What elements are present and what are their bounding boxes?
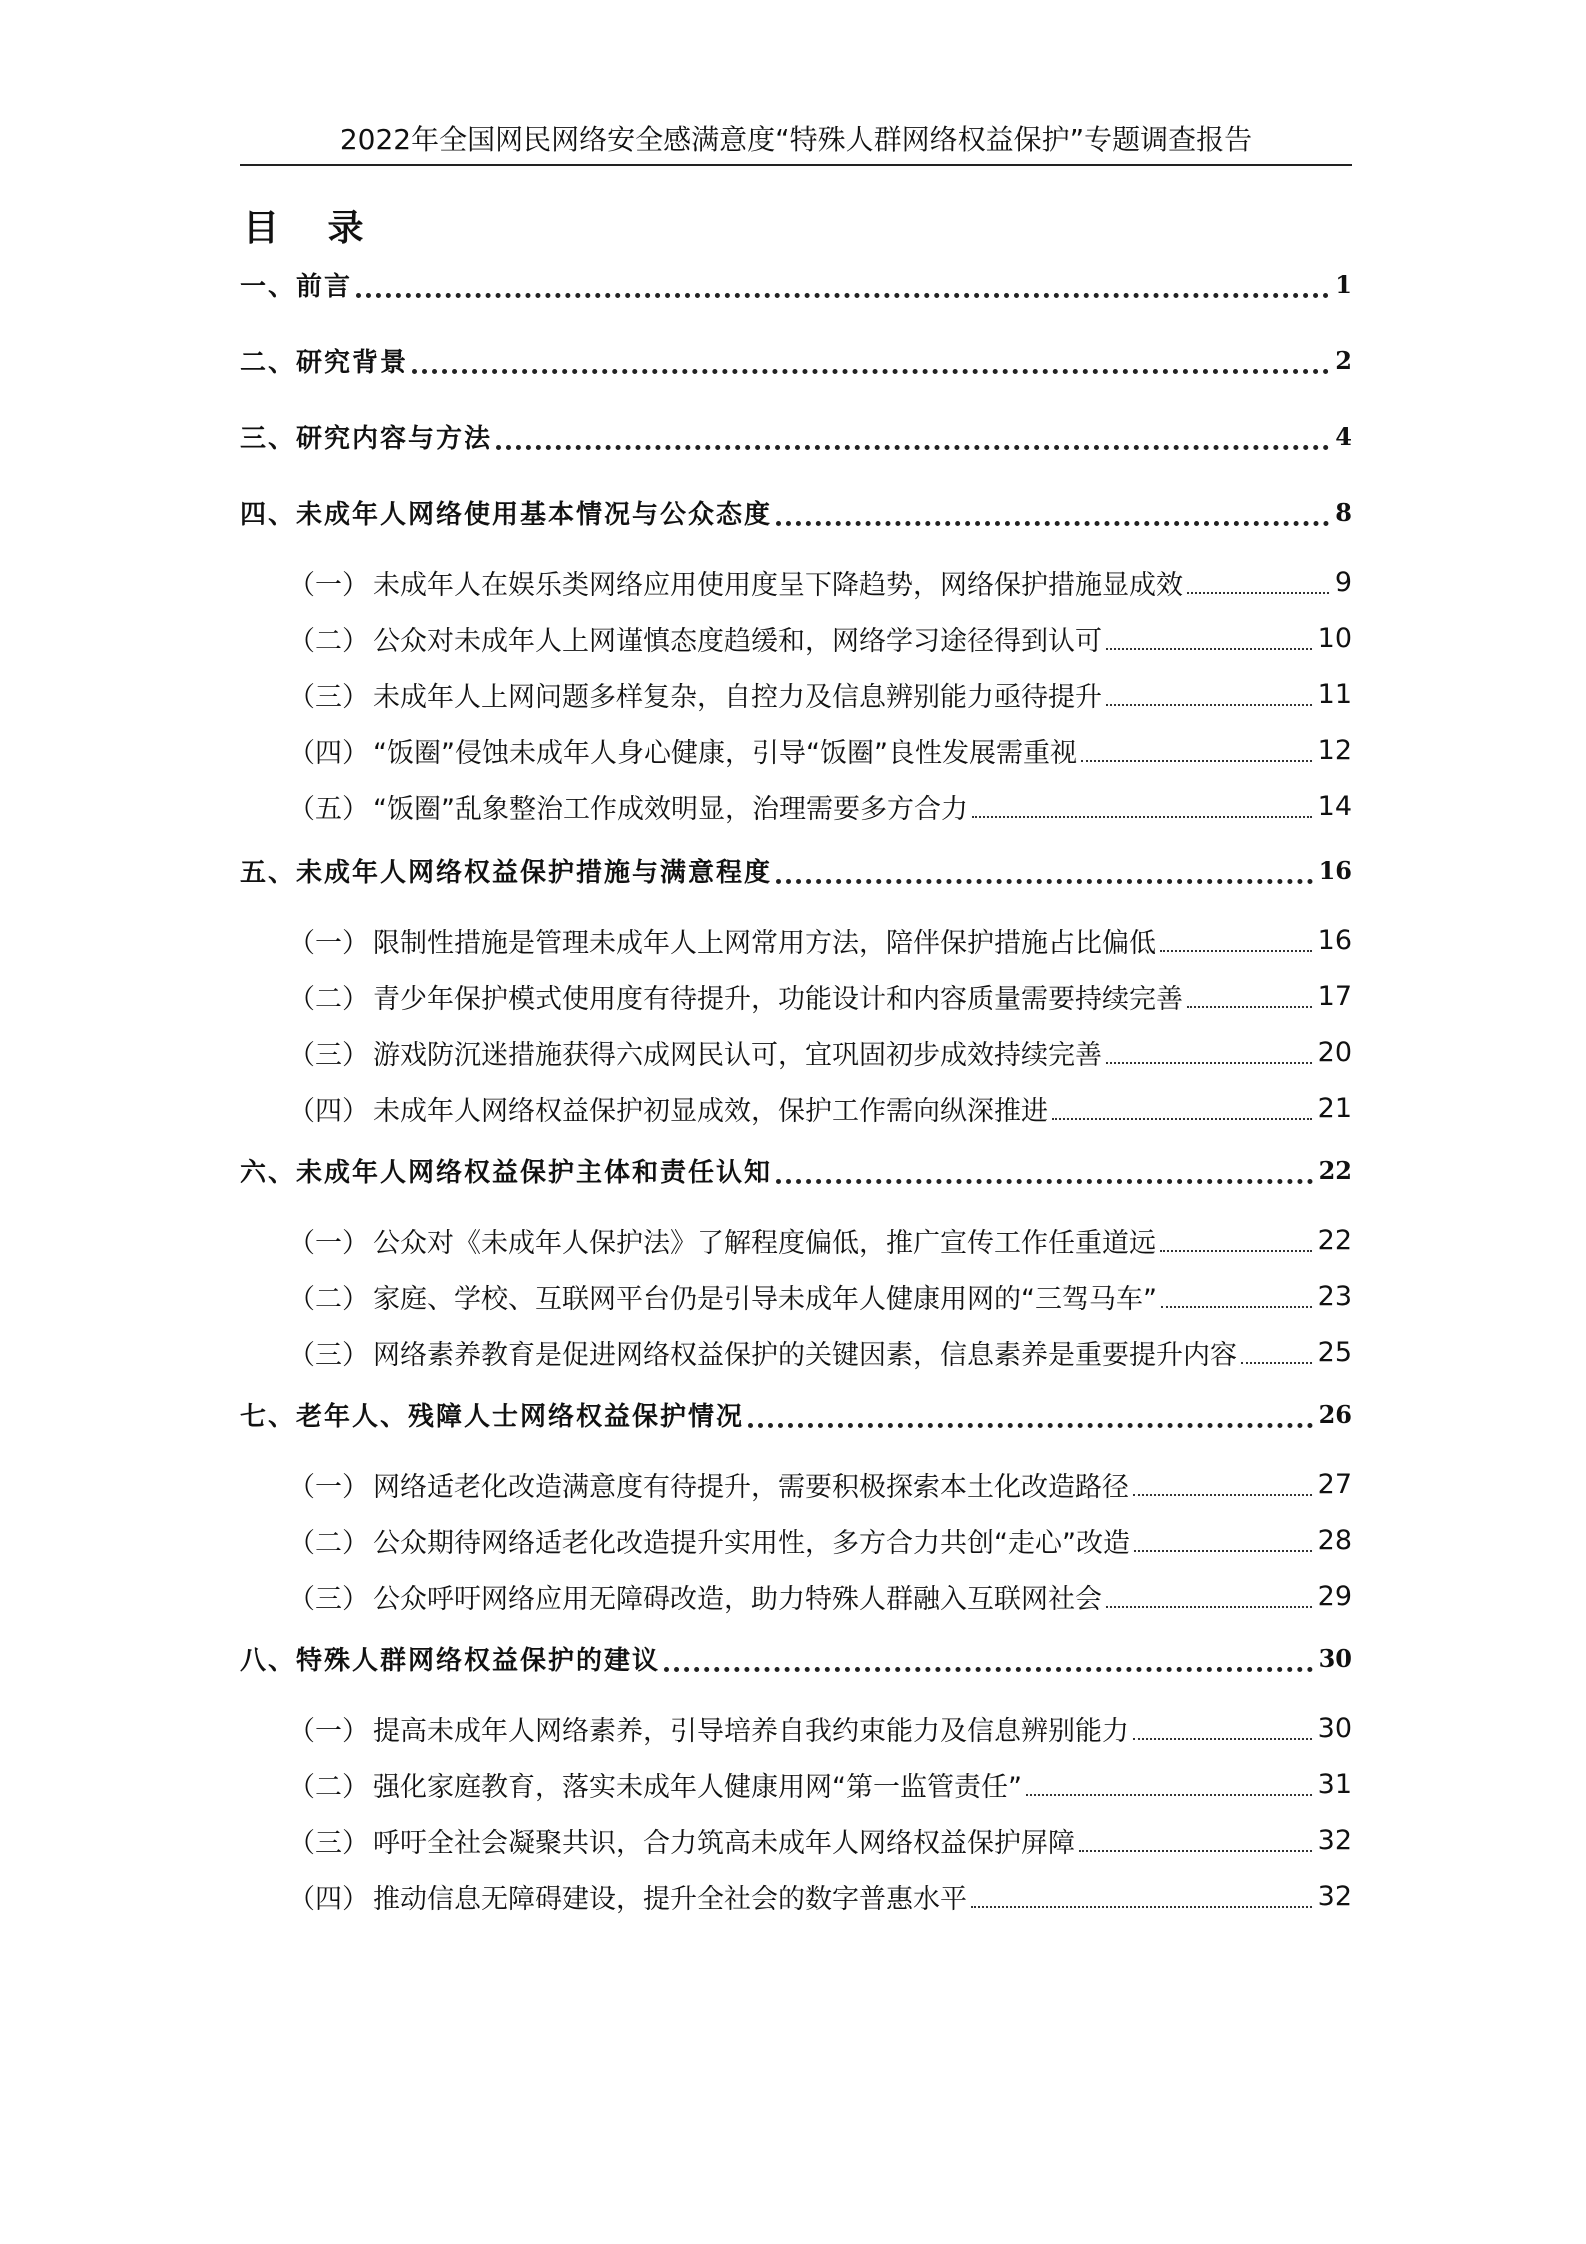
toc-subentry-page: 11 [1317, 678, 1352, 710]
toc-subentry-page: 27 [1317, 1468, 1352, 1500]
dot-leader [412, 359, 1329, 374]
toc-entry-label: 二、研究背景 [240, 347, 409, 378]
toc-subentry-page: 21 [1317, 1092, 1352, 1124]
dot-leader [972, 806, 1312, 818]
toc-subentry-number: （四） [288, 737, 369, 769]
toc-subentry-label: 限制性措施是管理未成年人上网常用方法，陪伴保护措施占比偏低 [373, 927, 1156, 959]
toc-subentry-page: 17 [1317, 980, 1352, 1012]
dot-leader [1160, 940, 1312, 952]
toc-entry-page: 26 [1318, 1399, 1352, 1429]
toc-subentry[interactable] [288, 728, 1352, 772]
toc-subentry-label: 青少年保护模式使用度有待提升，功能设计和内容质量需要持续完善 [373, 983, 1183, 1015]
toc-subentry[interactable] [288, 560, 1352, 604]
toc-entry-label: 一、前言 [240, 271, 353, 302]
toc-subentry-label: 公众期待网络适老化改造提升实用性，多方合力共创“走心”改造 [373, 1527, 1130, 1559]
toc-subentry-number: （一） [288, 1715, 369, 1747]
toc-entry-page: 8 [1335, 497, 1352, 527]
toc-subentry-label: 未成年人在娱乐类网络应用使用度呈下降趋势，网络保护措施显成效 [373, 569, 1183, 601]
toc-subentry-label: 呼吁全社会凝聚共识，合力筑高未成年人网络权益保护屏障 [373, 1827, 1075, 1859]
dot-leader [1081, 750, 1312, 762]
toc-subentry[interactable] [288, 784, 1352, 828]
toc-subentry[interactable] [288, 672, 1352, 716]
toc-subentry-number: （一） [288, 927, 369, 959]
dot-leader [1241, 1352, 1312, 1364]
toc-subentry[interactable] [288, 1218, 1352, 1262]
toc-subentry[interactable] [288, 1330, 1352, 1374]
toc-entry-page: 16 [1318, 855, 1352, 885]
dot-leader [1106, 694, 1312, 706]
dot-leader [496, 435, 1329, 450]
toc-subentry-number: （二） [288, 1527, 369, 1559]
toc-subentry[interactable] [288, 1462, 1352, 1506]
toc-subentry-page: 14 [1317, 790, 1352, 822]
dot-leader [356, 283, 1329, 298]
toc-subentry[interactable] [288, 1086, 1352, 1130]
dot-leader [1134, 1540, 1312, 1552]
toc-subentry-number: （一） [288, 1471, 369, 1503]
toc-subentry-page: 30 [1317, 1712, 1352, 1744]
dot-leader [776, 511, 1329, 526]
toc-subentry[interactable] [288, 918, 1352, 962]
toc-subentry-label: “饭圈”侵蚀未成年人身心健康，引导“饭圈”良性发展需重视 [373, 737, 1077, 769]
dot-leader [1161, 1296, 1312, 1308]
dot-leader [1052, 1108, 1312, 1120]
toc-subentry-label: 提高未成年人网络素养，引导培养自我约束能力及信息辨别能力 [373, 1715, 1129, 1747]
toc-subentry-label: 家庭、学校、互联网平台仍是引导未成年人健康用网的“三驾马车” [373, 1283, 1157, 1315]
toc-subentry-number: （三） [288, 1583, 369, 1615]
dot-leader [1133, 1484, 1312, 1496]
toc-subentry-number: （二） [288, 625, 369, 657]
toc-entry-label: 四、未成年人网络使用基本情况与公众态度 [240, 499, 773, 530]
toc-entry-label: 五、未成年人网络权益保护措施与满意程度 [240, 857, 773, 888]
toc-subentry-number: （四） [288, 1883, 369, 1915]
dot-leader [1160, 1240, 1312, 1252]
toc-subentry-number: （二） [288, 983, 369, 1015]
dot-leader [1187, 582, 1329, 594]
toc-subentry-label: 推动信息无障碍建设，提升全社会的数字普惠水平 [373, 1883, 967, 1915]
toc-subentry-label: 网络适老化改造满意度有待提升，需要积极探索本土化改造路径 [373, 1471, 1129, 1503]
toc-subentry-page: 20 [1317, 1036, 1352, 1068]
toc-subentry-page: 12 [1317, 734, 1352, 766]
dot-leader [1106, 1596, 1312, 1608]
dot-leader [664, 1657, 1313, 1672]
dot-leader [748, 1413, 1313, 1428]
toc-subentry-number: （五） [288, 793, 369, 825]
toc-subentry-page: 25 [1317, 1336, 1352, 1368]
dot-leader [1106, 638, 1312, 650]
toc-subentry[interactable] [288, 1874, 1352, 1918]
toc-entry[interactable] [240, 848, 1352, 892]
toc-subentry-page: 22 [1317, 1224, 1352, 1256]
toc-entry-label: 七、老年人、残障人士网络权益保护情况 [240, 1401, 745, 1432]
toc-subentry-number: （二） [288, 1283, 369, 1315]
toc-subentry[interactable] [288, 1574, 1352, 1618]
toc-entry-label: 三、研究内容与方法 [240, 423, 493, 454]
toc-subentry-page: 16 [1317, 924, 1352, 956]
dot-leader [1133, 1728, 1312, 1740]
toc-subentry-number: （三） [288, 1039, 369, 1071]
dot-leader [776, 1169, 1313, 1184]
toc-subentry-page: 10 [1317, 622, 1352, 654]
toc-subentry[interactable] [288, 1762, 1352, 1806]
header-rule [240, 164, 1352, 166]
toc-subentry[interactable] [288, 1274, 1352, 1318]
toc-subentry-label: 游戏防沉迷措施获得六成网民认可，宜巩固初步成效持续完善 [373, 1039, 1102, 1071]
toc-subentry-number: （三） [288, 681, 369, 713]
toc-subentry[interactable] [288, 1030, 1352, 1074]
toc-entry[interactable] [240, 338, 1352, 382]
dot-leader [1026, 1784, 1312, 1796]
toc-entry[interactable] [240, 1148, 1352, 1192]
toc-entry-page: 22 [1318, 1155, 1352, 1185]
toc-entry-page: 30 [1318, 1643, 1352, 1673]
dot-leader [1079, 1840, 1312, 1852]
toc-subentry-label: 公众呼吁网络应用无障碍改造，助力特殊人群融入互联网社会 [373, 1583, 1102, 1615]
toc-subentry-number: （四） [288, 1095, 369, 1127]
toc-subentry-number: （一） [288, 1227, 369, 1259]
dot-leader [1106, 1052, 1312, 1064]
toc-entry-page: 1 [1335, 269, 1352, 299]
toc-subentry-label: 网络素养教育是促进网络权益保护的关键因素，信息素养是重要提升内容 [373, 1339, 1237, 1371]
toc-subentry-label: 未成年人网络权益保护初显成效，保护工作需向纵深推进 [373, 1095, 1048, 1127]
toc-subentry-number: （一） [288, 569, 369, 601]
toc-entry-page: 2 [1335, 345, 1352, 375]
toc-subentry-label: 公众对《未成年人保护法》了解程度偏低，推广宣传工作任重道远 [373, 1227, 1156, 1259]
toc-subentry-page: 23 [1317, 1280, 1352, 1312]
dot-leader [1187, 996, 1312, 1008]
toc-entry-label: 八、特殊人群网络权益保护的建议 [240, 1645, 661, 1676]
toc-entry[interactable] [240, 490, 1352, 534]
toc-subentry-number: （三） [288, 1827, 369, 1859]
toc-subentry-number: （二） [288, 1771, 369, 1803]
toc-entry-page: 4 [1335, 421, 1352, 451]
toc-subentry[interactable] [288, 1706, 1352, 1750]
dot-leader [971, 1896, 1312, 1908]
toc-entry[interactable] [240, 1636, 1352, 1680]
toc-subentry-page: 32 [1317, 1824, 1352, 1856]
toc-entry[interactable] [240, 1392, 1352, 1436]
toc-subentry-page: 9 [1334, 566, 1352, 598]
running-header: 2022年全国网民网络安全感满意度“特殊人群网络权益保护”专题调查报告 [339, 123, 1253, 156]
toc-subentry-label: 未成年人上网问题多样复杂，自控力及信息辨别能力亟待提升 [373, 681, 1102, 713]
toc-subentry[interactable] [288, 1518, 1352, 1562]
toc-subentry[interactable] [288, 974, 1352, 1018]
toc-subentry-page: 28 [1317, 1524, 1352, 1556]
dot-leader [776, 869, 1313, 884]
toc-title: 目 录 [243, 207, 382, 249]
toc-subentry-label: 公众对未成年人上网谨慎态度趋缓和，网络学习途径得到认可 [373, 625, 1102, 657]
toc-subentry-page: 29 [1317, 1580, 1352, 1612]
toc-entry[interactable] [240, 262, 1352, 306]
toc-entry[interactable] [240, 414, 1352, 458]
toc-subentry-page: 32 [1317, 1880, 1352, 1912]
toc-subentry-page: 31 [1317, 1768, 1352, 1800]
toc-entry-label: 六、未成年人网络权益保护主体和责任认知 [240, 1157, 773, 1188]
toc-subentry-label: “饭圈”乱象整治工作成效明显，治理需要多方合力 [373, 793, 968, 825]
toc-subentry[interactable] [288, 1818, 1352, 1862]
toc-subentry-label: 强化家庭教育，落实未成年人健康用网“第一监管责任” [373, 1771, 1022, 1803]
toc-subentry[interactable] [288, 616, 1352, 660]
toc-subentry-number: （三） [288, 1339, 369, 1371]
